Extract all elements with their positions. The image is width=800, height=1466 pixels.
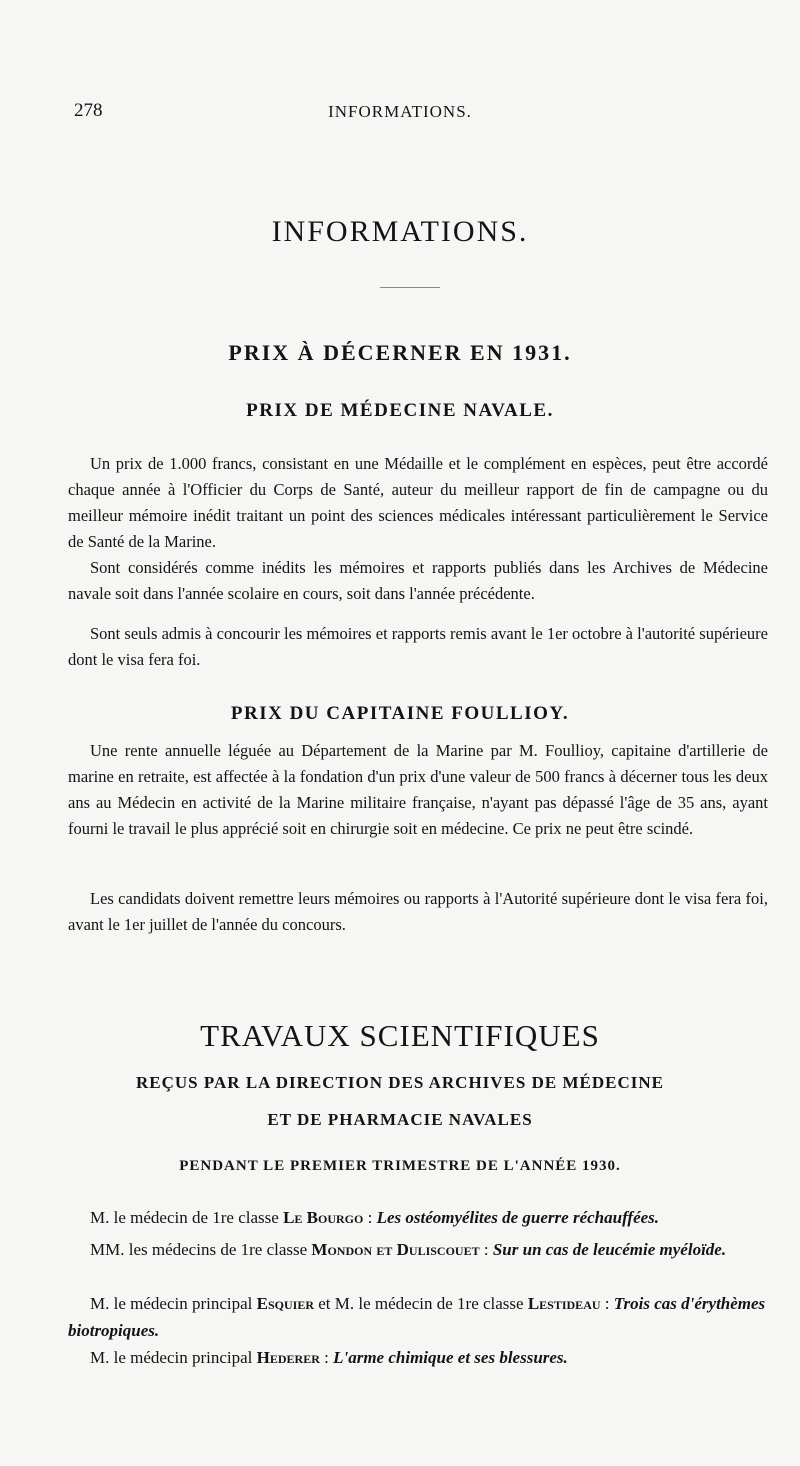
work-item: [68, 1204, 768, 1231]
divider: [380, 287, 440, 288]
page-number: 278: [74, 100, 103, 121]
work-title: L'arme chimique et ses blessures.: [333, 1348, 568, 1367]
work-author-names: Hederer: [256, 1348, 320, 1367]
works-subtitle-1: REÇUS PAR LA DIRECTION DES ARCHIVES DE MÉDECINE: [136, 1073, 664, 1092]
work-title: Sur un cas de leucémie myéloïde.: [492, 1240, 727, 1259]
work-separator: :: [319, 1348, 334, 1367]
navale-paragraph-3: Sont seuls admis à concourir les mémoires et rapports remis avant le 1er octobre à l'autorité supérieure dont le visa fera foi.: [68, 624, 768, 669]
work-title: Trois cas d'érythèmes biotropiques.: [68, 1294, 766, 1340]
work-author-names-2: Lestideau: [527, 1294, 601, 1313]
running-title: INFORMATIONS.: [328, 102, 472, 121]
main-title: INFORMATIONS.: [271, 215, 529, 248]
page-header: [62, 100, 738, 130]
work-separator: :: [600, 1294, 614, 1313]
work-separator: :: [363, 1208, 377, 1227]
work-author-names: Le Bourgo: [283, 1208, 364, 1227]
work-item: [68, 1290, 768, 1344]
work-item: [68, 1344, 768, 1371]
work-separator: :: [479, 1240, 493, 1259]
works-subtitle-2: ET DE PHARMACIE NAVALES: [267, 1110, 533, 1129]
works-period: PENDANT LE PREMIER TRIMESTRE DE L'ANNÉE 1930.: [179, 1158, 621, 1174]
work-author-names: Mondon et Duliscouet: [311, 1240, 480, 1259]
work-authors: M. le médecin principal: [90, 1294, 257, 1313]
prizes-heading: PRIX À DÉCERNER EN 1931.: [228, 340, 572, 365]
work-title: Les ostéomyélites de guerre réchauffées.: [376, 1208, 660, 1227]
foullioy-paragraph-2: Les candidats doivent remettre leurs mémoires ou rapports à l'Autorité supérieure dont le visa fera foi, avant le 1er juillet de l'année du concours.: [68, 889, 768, 934]
work-authors: M. le médecin de 1re classe: [90, 1208, 284, 1227]
navale-prize-heading: PRIX DE MÉDECINE NAVALE.: [246, 400, 554, 421]
work-authors: MM. les médecins de 1re classe: [90, 1240, 312, 1259]
work-authors: M. le médecin principal: [90, 1348, 257, 1367]
work-author-names: Esquier: [256, 1294, 314, 1313]
works-heading: TRAVAUX SCIENTIFIQUES: [200, 1018, 600, 1053]
foullioy-prize-heading: PRIX DU CAPITAINE FOULLIOY.: [230, 703, 570, 724]
work-item: [68, 1236, 768, 1263]
navale-paragraph-1: Un prix de 1.000 francs, consistant en une Médaille et le complément en espèces, peut être accordé chaque année à l'Officier du Corps de Santé, auteur du meilleur rapport de fin de campagne ou du meilleur mémoire inédit traitant un point des sciences médicales intéressant particulièrement le Service de Santé de la Marine.: [68, 454, 768, 551]
foullioy-paragraph-1: Une rente annuelle léguée au Département de la Marine par M. Foullioy, capitaine d'artillerie de marine en retraite, est affectée à la fondation d'un prix d'une valeur de 500 francs à décerner tous les deux ans au Médecin en activité de la Marine militaire française, n'ayant pas dépassé l'âge de 35 ans, ayant fourni le travail le plus apprécié soit en chirurgie soit en médecine. Ce prix ne peut être scindé.: [68, 741, 768, 838]
navale-paragraph-2: Sont considérés comme inédits les mémoires et rapports publiés dans les Archives de Médecine navale soit dans l'année scolaire en cours, soit dans l'année précédente.: [68, 558, 768, 603]
work-authors-mid: et M. le médecin de 1re classe: [314, 1294, 528, 1313]
